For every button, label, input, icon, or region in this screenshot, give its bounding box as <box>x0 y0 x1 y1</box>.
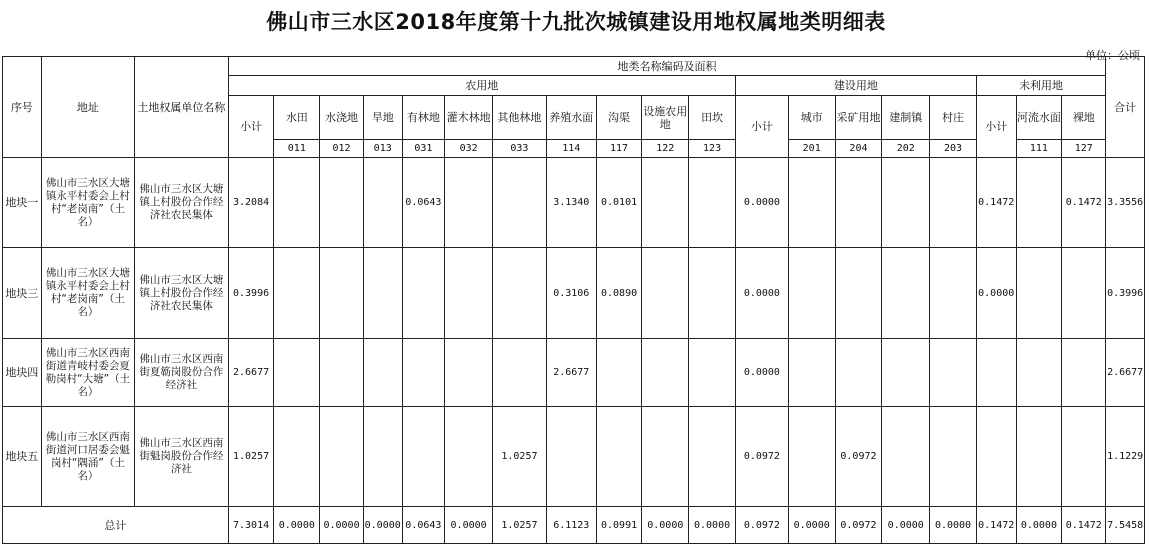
totals-value: 0.0000 <box>274 507 320 544</box>
header-col-name: 水田 <box>274 96 320 140</box>
header-col-name: 城市 <box>788 96 835 140</box>
header-col-name: 旱地 <box>363 96 402 140</box>
header-col-code: 032 <box>445 140 493 158</box>
row-value <box>492 339 546 407</box>
row-value: 0.0972 <box>735 407 788 507</box>
row-value: 0.0000 <box>976 248 1016 339</box>
row-value: 0.0643 <box>402 158 445 248</box>
header-col-name: 采矿用地 <box>835 96 882 140</box>
totals-value: 0.0000 <box>320 507 364 544</box>
header-col-subtotal: 小计 <box>228 96 274 158</box>
row-value <box>320 158 364 248</box>
header-col-code: 123 <box>689 140 736 158</box>
row-value <box>642 339 689 407</box>
row-seq: 地块五 <box>3 407 42 507</box>
header-group-unused: 未利用地 <box>976 76 1105 96</box>
row-owner: 佛山市三水区西南街魁岗股份合作经济社 <box>135 407 229 507</box>
row-value <box>788 407 835 507</box>
row-owner: 佛山市三水区大塘镇上村股份合作经济社农民集体 <box>135 158 229 248</box>
header-col-subtotal: 小计 <box>976 96 1016 158</box>
row-value <box>1062 248 1106 339</box>
row-value <box>492 248 546 339</box>
row-total: 3.3556 <box>1106 158 1145 248</box>
header-seq: 序号 <box>3 57 42 158</box>
row-value <box>976 339 1016 407</box>
row-total: 1.1229 <box>1106 407 1145 507</box>
row-value: 2.6677 <box>546 339 596 407</box>
row-value <box>274 407 320 507</box>
header-col-name: 建制镇 <box>882 96 930 140</box>
row-seq: 地块四 <box>3 339 42 407</box>
row-value: 0.0000 <box>735 339 788 407</box>
totals-value: 0.0000 <box>363 507 402 544</box>
header-group-all: 地类名称编码及面积 <box>228 57 1106 76</box>
row-seq: 地块一 <box>3 158 42 248</box>
row-value <box>402 407 445 507</box>
totals-value: 0.0000 <box>445 507 493 544</box>
row-value <box>976 407 1016 507</box>
header-col-code: 013 <box>363 140 402 158</box>
totals-grand: 7.5458 <box>1106 507 1145 544</box>
header-col-name: 其他林地 <box>492 96 546 140</box>
header-col-code: 012 <box>320 140 364 158</box>
header-col-code: 201 <box>788 140 835 158</box>
row-address: 佛山市三水区大塘镇永平村委会上村村“老岗南”（土名） <box>41 248 135 339</box>
row-value <box>835 339 882 407</box>
row-value <box>402 248 445 339</box>
row-value <box>274 248 320 339</box>
row-value <box>930 248 977 339</box>
row-value <box>320 339 364 407</box>
row-value: 1.0257 <box>228 407 274 507</box>
row-value <box>835 158 882 248</box>
row-value <box>320 407 364 507</box>
totals-label: 总计 <box>3 507 229 544</box>
header-col-name: 有林地 <box>402 96 445 140</box>
row-value <box>642 158 689 248</box>
header-col-name: 裸地 <box>1062 96 1106 140</box>
row-value <box>445 407 493 507</box>
row-value <box>689 407 736 507</box>
totals-value: 0.0991 <box>596 507 642 544</box>
row-value <box>642 248 689 339</box>
row-value <box>1016 158 1062 248</box>
header-col-code: 117 <box>596 140 642 158</box>
header-col-code: 202 <box>882 140 930 158</box>
header-address: 地址 <box>41 57 135 158</box>
header-group-agri: 农用地 <box>228 76 735 96</box>
totals-value: 0.0972 <box>835 507 882 544</box>
table-row <box>3 158 1145 248</box>
totals-value: 0.0000 <box>788 507 835 544</box>
header-col-name: 村庄 <box>930 96 977 140</box>
row-address: 佛山市三水区西南街道青岐村委会夏勒岗村“大塘”（土名） <box>41 339 135 407</box>
totals-value: 7.3014 <box>228 507 274 544</box>
row-value <box>1016 339 1062 407</box>
row-value: 0.0000 <box>735 248 788 339</box>
header-col-name: 养殖水面 <box>546 96 596 140</box>
row-total: 2.6677 <box>1106 339 1145 407</box>
totals-value: 0.0000 <box>689 507 736 544</box>
row-total: 0.3996 <box>1106 248 1145 339</box>
row-value <box>596 407 642 507</box>
row-value: 1.0257 <box>492 407 546 507</box>
row-value <box>930 407 977 507</box>
header-owner: 土地权属单位名称 <box>135 57 229 158</box>
page-title: 佛山市三水区2018年度第十九批次城镇建设用地权属地类明细表 <box>266 10 886 34</box>
row-value <box>1062 407 1106 507</box>
row-value <box>882 407 930 507</box>
totals-value: 0.1472 <box>976 507 1016 544</box>
row-value: 0.0972 <box>835 407 882 507</box>
header-col-code: 122 <box>642 140 689 158</box>
row-value <box>882 248 930 339</box>
row-value <box>274 158 320 248</box>
row-value <box>445 158 493 248</box>
row-value: 0.0101 <box>596 158 642 248</box>
table-row <box>3 339 1145 407</box>
table-row <box>3 407 1145 507</box>
totals-value: 0.0000 <box>930 507 977 544</box>
header-col-name: 河流水面 <box>1016 96 1062 140</box>
row-value <box>689 158 736 248</box>
row-value <box>363 248 402 339</box>
header-col-code: 203 <box>930 140 977 158</box>
header-col-code: 114 <box>546 140 596 158</box>
row-value: 0.0890 <box>596 248 642 339</box>
row-value <box>274 339 320 407</box>
row-value: 0.3996 <box>228 248 274 339</box>
header-col-code: 033 <box>492 140 546 158</box>
totals-value: 1.0257 <box>492 507 546 544</box>
row-value <box>363 339 402 407</box>
row-value <box>689 248 736 339</box>
header-col-name: 设施农用地 <box>642 96 689 140</box>
row-value: 0.3106 <box>546 248 596 339</box>
row-value <box>642 407 689 507</box>
row-value <box>546 407 596 507</box>
row-value <box>788 248 835 339</box>
totals-row <box>3 507 1145 544</box>
row-value <box>788 339 835 407</box>
totals-value: 0.0000 <box>1016 507 1062 544</box>
header-col-name: 田坎 <box>689 96 736 140</box>
row-value <box>1016 248 1062 339</box>
totals-value: 0.0000 <box>642 507 689 544</box>
header-col-name: 沟渠 <box>596 96 642 140</box>
table-row <box>3 248 1145 339</box>
header-group-build: 建设用地 <box>735 76 976 96</box>
header-col-code: 204 <box>835 140 882 158</box>
totals-value: 6.1123 <box>546 507 596 544</box>
row-value <box>596 339 642 407</box>
row-value <box>1016 407 1062 507</box>
row-value: 0.0000 <box>735 158 788 248</box>
row-value <box>445 339 493 407</box>
row-value <box>882 339 930 407</box>
header-col-subtotal: 小计 <box>735 96 788 158</box>
totals-value: 0.0000 <box>882 507 930 544</box>
row-seq: 地块三 <box>3 248 42 339</box>
totals-value: 0.0972 <box>735 507 788 544</box>
row-address: 佛山市三水区西南街道河口居委会魁岗村“隅涌”（土名） <box>41 407 135 507</box>
row-value <box>930 339 977 407</box>
row-value: 3.2084 <box>228 158 274 248</box>
row-address: 佛山市三水区大塘镇永平村委会上村村“老岗南”（土名） <box>41 158 135 248</box>
header-col-code: 127 <box>1062 140 1106 158</box>
row-value <box>402 339 445 407</box>
header-col-code: 011 <box>274 140 320 158</box>
header-col-name: 灌木林地 <box>445 96 493 140</box>
row-value <box>882 158 930 248</box>
row-value <box>363 407 402 507</box>
row-value: 0.1472 <box>976 158 1016 248</box>
row-owner: 佛山市三水区大塘镇上村股份合作经济社农民集体 <box>135 248 229 339</box>
row-value <box>320 248 364 339</box>
header-col-code: 031 <box>402 140 445 158</box>
row-value <box>788 158 835 248</box>
row-value <box>689 339 736 407</box>
land-detail-table <box>2 56 1145 544</box>
row-value: 0.1472 <box>1062 158 1106 248</box>
row-value <box>363 158 402 248</box>
row-value <box>445 248 493 339</box>
header-total: 合计 <box>1106 57 1145 158</box>
totals-value: 0.0643 <box>402 507 445 544</box>
row-owner: 佛山市三水区西南街夏簕岗股份合作经济社 <box>135 339 229 407</box>
row-value: 2.6677 <box>228 339 274 407</box>
header-col-name: 水浇地 <box>320 96 364 140</box>
unit-label: 单位：公顷 <box>1085 49 1140 62</box>
row-value <box>1062 339 1106 407</box>
row-value: 3.1340 <box>546 158 596 248</box>
header-col-code: 111 <box>1016 140 1062 158</box>
row-value <box>835 248 882 339</box>
totals-value: 0.1472 <box>1062 507 1106 544</box>
row-value <box>492 158 546 248</box>
row-value <box>930 158 977 248</box>
